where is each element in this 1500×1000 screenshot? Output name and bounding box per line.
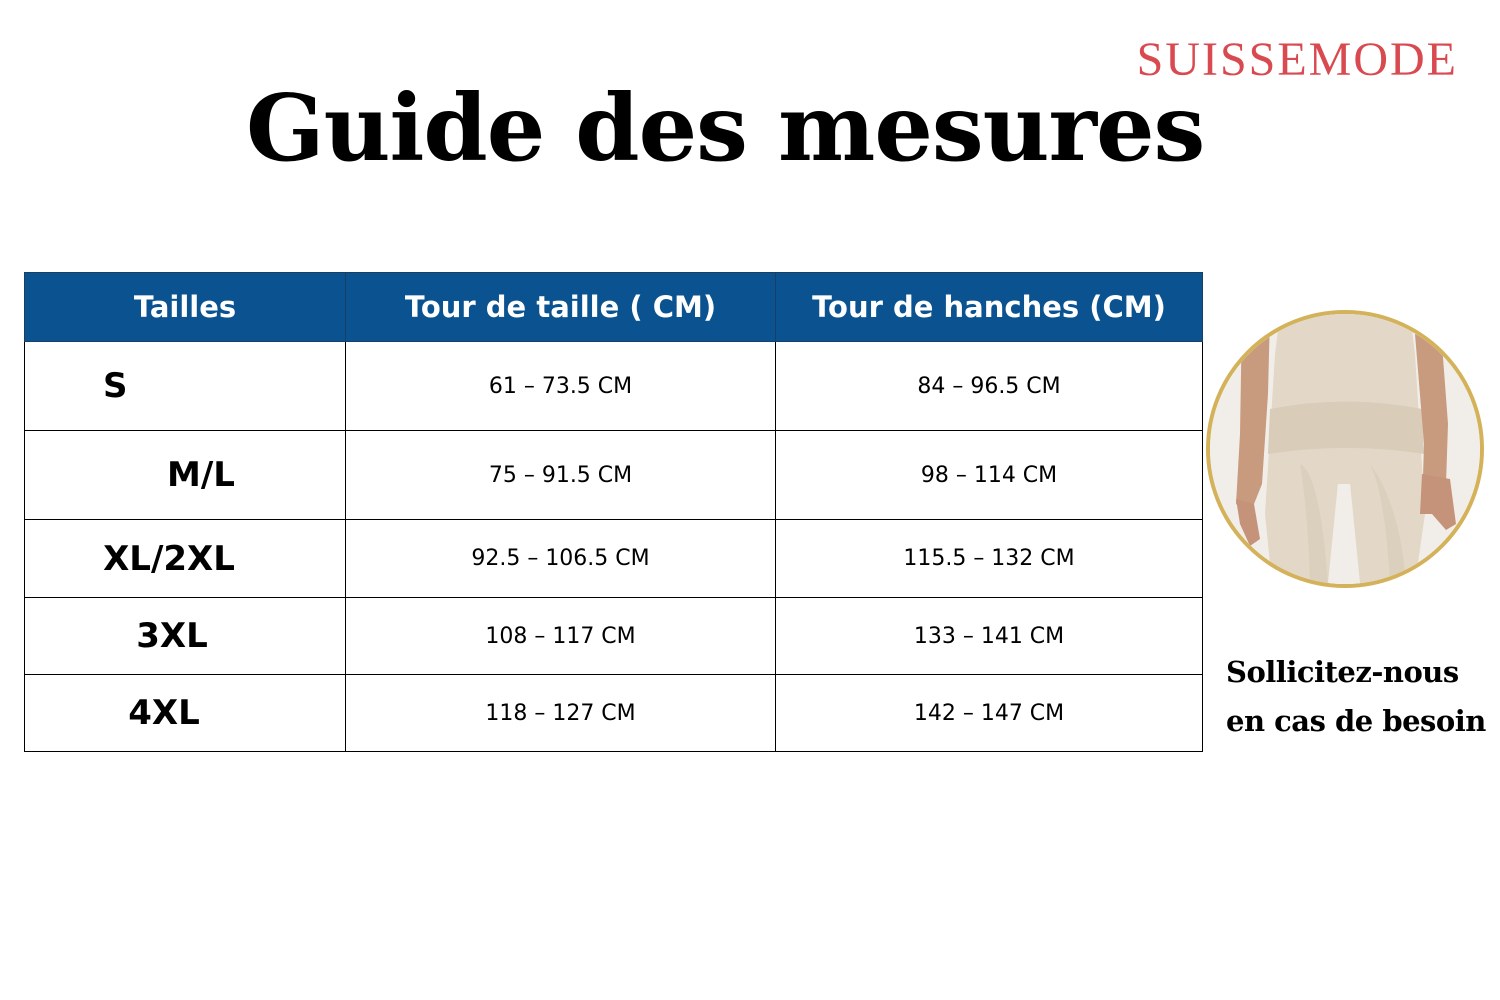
hips-cell: 115.5 – 132 CM — [776, 520, 1203, 598]
hips-cell: 84 – 96.5 CM — [776, 342, 1203, 431]
brand-logo: SUISSEMODE — [1136, 33, 1458, 86]
hips-cell: 142 – 147 CM — [776, 675, 1203, 752]
page-title: Guide des mesures — [246, 74, 1205, 182]
waist-cell: 92.5 – 106.5 CM — [346, 520, 776, 598]
waist-cell: 108 – 117 CM — [346, 598, 776, 675]
shapewear-model-image — [1210, 314, 1480, 584]
header-hips: Tour de hanches (CM) — [776, 273, 1203, 342]
header-waist: Tour de taille ( CM) — [346, 273, 776, 342]
header-sizes: Tailles — [25, 273, 346, 342]
help-line-2: en cas de besoin — [1226, 704, 1486, 738]
table-row — [25, 520, 1203, 598]
size-cell: S — [25, 342, 346, 431]
hips-cell: 98 – 114 CM — [776, 431, 1203, 520]
table-row — [25, 431, 1203, 520]
size-cell: 4XL — [25, 675, 346, 752]
size-cell: 3XL — [25, 598, 346, 675]
help-message — [1226, 648, 1496, 746]
size-chart-table — [24, 272, 1203, 752]
size-cell: XL/2XL — [25, 520, 346, 598]
table-row — [25, 675, 1203, 752]
waist-cell: 75 – 91.5 CM — [346, 431, 776, 520]
size-cell: M/L — [25, 431, 346, 520]
table-header-row — [25, 273, 1203, 342]
help-line-1: Sollicitez-nous — [1226, 655, 1459, 689]
product-photo — [1206, 310, 1484, 588]
table-row — [25, 342, 1203, 431]
waist-cell: 118 – 127 CM — [346, 675, 776, 752]
table-row — [25, 598, 1203, 675]
waist-cell: 61 – 73.5 CM — [346, 342, 776, 431]
hips-cell: 133 – 141 CM — [776, 598, 1203, 675]
